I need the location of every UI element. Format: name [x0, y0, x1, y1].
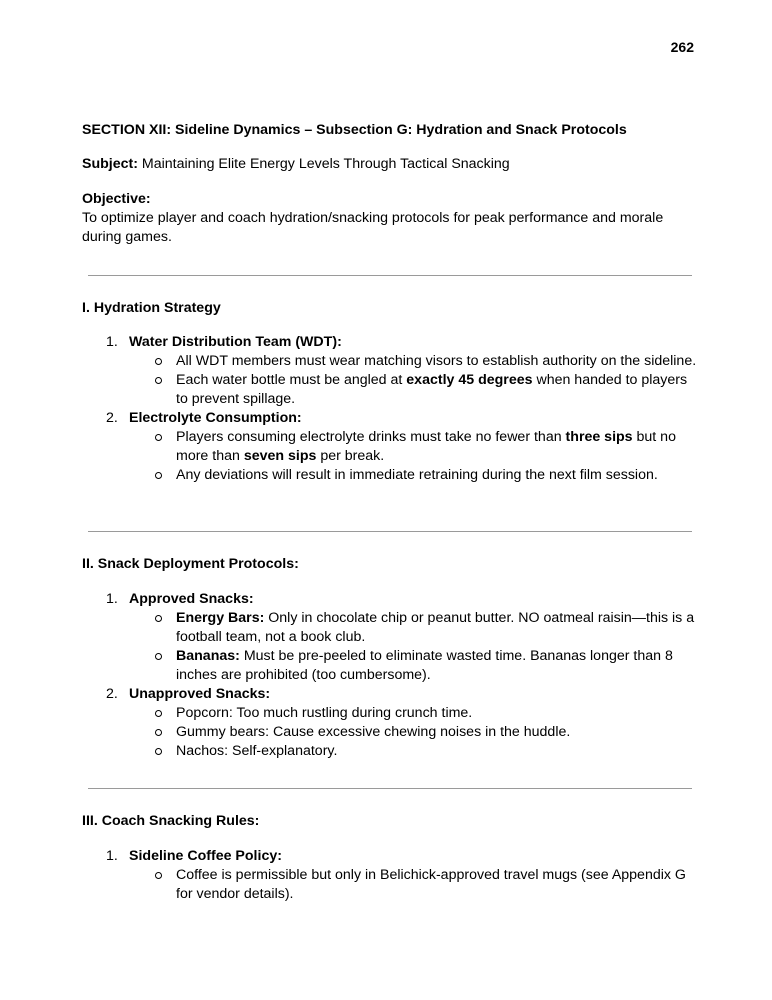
divider: [88, 788, 692, 789]
objective: [82, 190, 702, 247]
bullet-text: when handed to players to prevent spillage.: [176, 372, 688, 407]
item-title: Electrolyte Consumption:: [129, 410, 302, 426]
item-number: 1.: [106, 848, 118, 864]
item-title: Sideline Coffee Policy:: [129, 848, 282, 864]
bullet-emphasis: Energy Bars:: [176, 610, 265, 626]
list-item: [82, 847, 702, 904]
item-title: Approved Snacks:: [129, 591, 254, 607]
bullet-emphasis: exactly 45 degrees: [406, 372, 533, 388]
list-item: [82, 333, 702, 409]
snacks-heading: II. Snack Deployment Protocols:: [82, 556, 299, 572]
list-item: [82, 685, 702, 761]
bullet-text: Gummy bears: Cause excessive chewing noises in the huddle.: [176, 724, 571, 740]
divider: [88, 531, 692, 532]
bullet-text: Popcorn: Too much rustling during crunch time.: [176, 705, 473, 721]
bullet-text: Coffee is permissible but only in Belichick-approved travel mugs (see Appendix G for vendor details).: [176, 867, 686, 902]
bullet-text: All WDT members must wear matching visors to establish authority on the sideline.: [176, 353, 697, 369]
bullet-emphasis: Bananas:: [176, 648, 240, 664]
bullet-text: Only in chocolate chip or peanut butter. NO oatmeal raisin—this is a football team, not a book club.: [176, 610, 695, 645]
hydration-list: [82, 333, 702, 485]
page-number: 262: [670, 39, 694, 55]
snacks-list: [82, 590, 702, 761]
bullet-item: [82, 742, 702, 761]
item-number: 1.: [106, 334, 118, 350]
subject-text: Maintaining Elite Energy Levels Through Tactical Snacking: [137, 156, 510, 172]
bullet-item: [82, 704, 702, 723]
bullet-emphasis: three sips: [565, 429, 633, 445]
item-number: 2.: [106, 410, 118, 426]
bullet-text: per break.: [316, 448, 385, 464]
section-title: SECTION XII: Sideline Dynamics – Subsection G: Hydration and Snack Protocols: [82, 122, 627, 138]
bullet-item: [82, 352, 702, 371]
divider: [88, 275, 692, 276]
item-title: Water Distribution Team (WDT):: [129, 334, 342, 350]
bullet-item: [82, 428, 702, 466]
bullet-item: [82, 866, 702, 904]
hydration-heading: I. Hydration Strategy: [82, 300, 221, 316]
subject-label: Subject:: [82, 156, 138, 172]
coach-list: [82, 847, 702, 904]
bullet-text: but no more than: [176, 429, 676, 464]
coach-heading: III. Coach Snacking Rules:: [82, 813, 260, 829]
bullet-item: [82, 371, 702, 409]
bullet-item: [82, 466, 702, 485]
bullet-emphasis: seven sips: [243, 448, 317, 464]
bullet-text: Each water bottle must be angled at: [176, 372, 407, 388]
objective-label: Objective:: [82, 191, 151, 207]
list-item: [82, 590, 702, 685]
item-title: Unapproved Snacks:: [129, 686, 271, 702]
bullet-text: Players consuming electrolyte drinks must take no fewer than: [176, 429, 566, 445]
bullet-item: [82, 723, 702, 742]
subject-line: [82, 155, 510, 174]
bullet-item: [82, 647, 702, 685]
bullet-text: Nachos: Self-explanatory.: [176, 743, 338, 759]
item-number: 2.: [106, 686, 118, 702]
bullet-text: Must be pre-peeled to eliminate wasted time. Bananas longer than 8 inches are prohibited (too cumbersome).: [176, 648, 673, 683]
list-item: [82, 409, 702, 485]
bullet-text: Any deviations will result in immediate retraining during the next film session.: [176, 467, 658, 483]
item-number: 1.: [106, 591, 118, 607]
bullet-item: [82, 609, 702, 647]
objective-text: To optimize player and coach hydration/snacking protocols for peak performance and morale during games.: [82, 210, 664, 245]
